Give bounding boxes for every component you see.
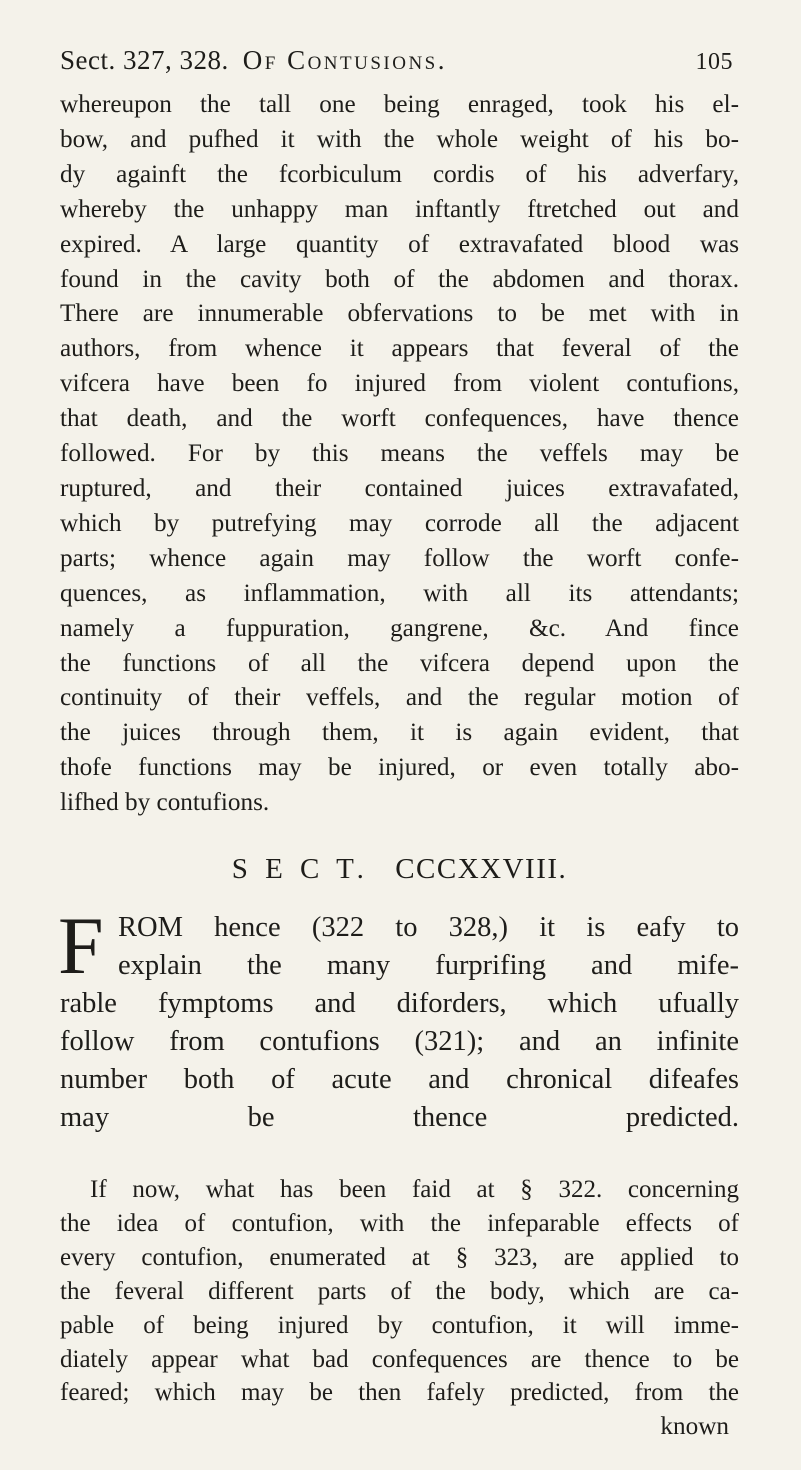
text-line: ruptured, and their contained juices extravafated, [60, 474, 739, 502]
text-line: the feveral different parts of the body, which are ca- [60, 1277, 739, 1305]
text-line: feared; which may be then fafely predicted, from the [60, 1379, 739, 1407]
chapter-title: Of Contusions. [242, 45, 447, 75]
text-line: ROM hence (322 to 328,) it is eafy to [118, 912, 739, 944]
text-line: dy againft the fcorbiculum cordis of his adverfary, [60, 160, 739, 188]
paragraph-section-opening [58, 900, 739, 1137]
text-line: the idea of contufion, with the infeparable effects of [60, 1209, 739, 1237]
text-line: number both of acute and chronical difeafes [60, 1064, 739, 1096]
paragraph-continuation [60, 88, 739, 821]
text-line: which by putrefying may corrode all the adjacent [60, 509, 739, 537]
page-number: 105 [695, 49, 733, 75]
text-line: If now, what has been faid at § 322. concerning [90, 1176, 739, 1204]
text-line: followed. For by this means the veffels may be [60, 440, 739, 468]
paragraph-body [60, 1173, 739, 1410]
text-line: authors, from whence it appears that feveral of the [60, 335, 739, 363]
section-number: CCCXXVIII. [395, 853, 568, 886]
text-line: parts; whence again may follow the worft confe- [60, 544, 739, 572]
catchword: known [660, 1413, 729, 1441]
text-line: thofe functions may be injured, or even totally abo- [60, 754, 739, 782]
section-reference: Sect. 327, 328. [60, 45, 229, 75]
text-line: found in the cavity both of the abdomen and thorax. [60, 265, 739, 293]
text-line: every contufion, enumerated at § 323, are applied to [60, 1243, 739, 1271]
text-line: vifcera have been fo injured from violent contufions, [60, 370, 739, 398]
text-line: follow from contufions (321); and an infinite [60, 1026, 739, 1058]
text-line: whereby the unhappy man inftantly ftretched out and [60, 195, 739, 223]
section-heading [60, 851, 739, 887]
text-line: bow, and pufhed it with the whole weight of his bo- [60, 125, 739, 153]
text-line: lifhed by contufions. [60, 789, 270, 817]
text-line: namely a fuppuration, gangrene, &c. And fince [60, 614, 739, 642]
text-line: the functions of all the vifcera depend upon the [60, 649, 739, 677]
text-line: explain the many furprifing and mife- [118, 950, 739, 982]
text-line: whereupon the tall one being enraged, took his el- [60, 91, 739, 118]
text-line: There are innumerable obfervations to be met with in [60, 300, 739, 328]
text-line: quences, as inflammation, with all its attendants; [60, 579, 739, 607]
drop-cap-letter: F [58, 900, 104, 992]
text-line: continuity of their veffels, and the regular motion of [60, 684, 739, 712]
text-line: expired. A large quantity of extravafated blood was [60, 230, 739, 258]
section-label: S E C T. [231, 853, 369, 886]
running-head [60, 42, 739, 88]
text-line: the juices through them, it is again evident, that [60, 719, 739, 747]
text-line: pable of being injured by contufion, it will imme- [60, 1311, 739, 1339]
text-line: that death, and the worft confequences, have thence [60, 405, 739, 433]
text-line: diately appear what bad confequences are thence to be [60, 1345, 739, 1373]
text-line: rable fymptoms and diforders, which ufually [60, 988, 739, 1020]
running-head-left [60, 42, 447, 78]
text-line: may be thence predicted. [60, 1102, 739, 1134]
